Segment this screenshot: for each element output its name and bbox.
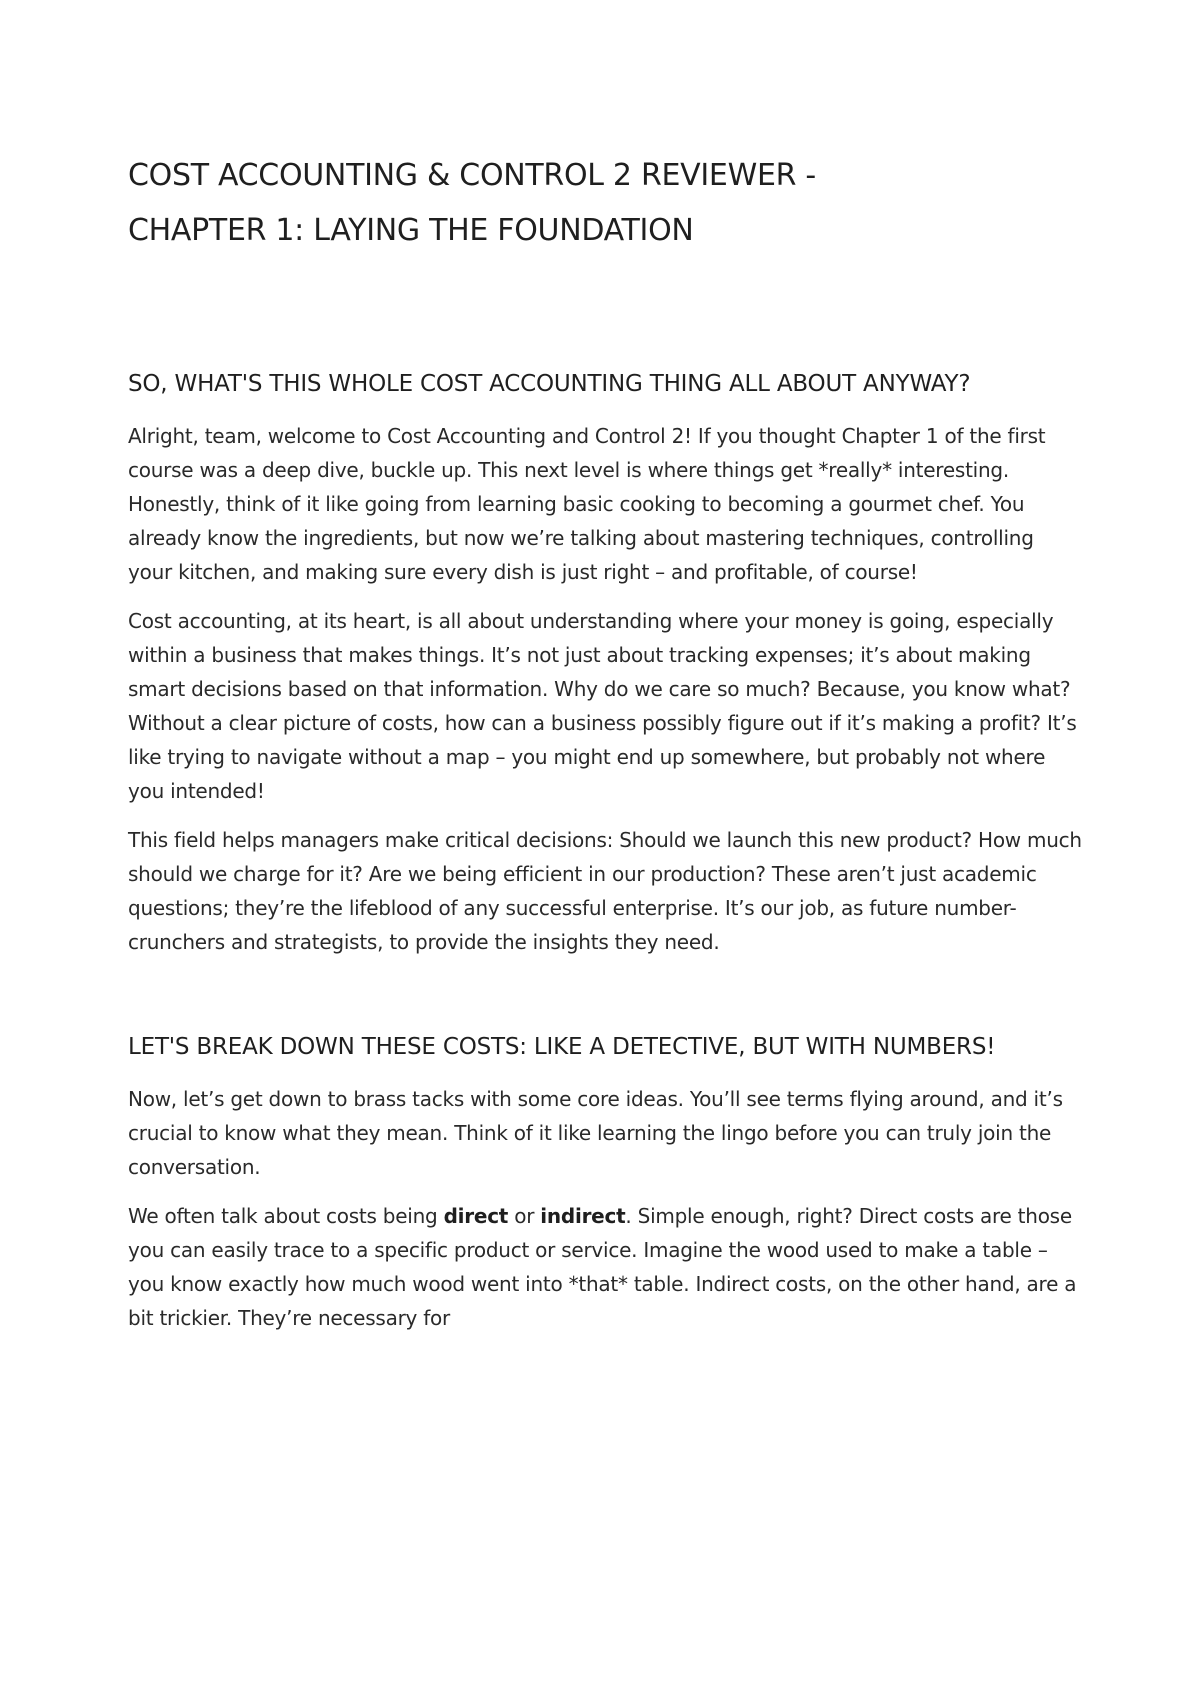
section-heading-costs: LET'S BREAK DOWN THESE COSTS: LIKE A DETECTIVE, BUT WITH NUMBERS! <box>128 1034 996 1060</box>
document-page <box>128 148 1083 1335</box>
paragraph: Cost accounting, at its heart, is all about understanding where your money is going, especially within a business that makes things. It’s not just about tracking expenses; it’s about making smart decisions based on that information. Why do we care so much? Because, you know what? Without a clear picture of costs, how can a business possibly figure out if it’s making a profit? It’s like trying to navigate without a map – you might end up somewhere, but probably not where you intended! <box>128 609 1077 803</box>
document-title-line-1: COST ACCOUNTING & CONTROL 2 REVIEWER - <box>128 158 816 193</box>
paragraph-direct-indirect <box>128 1199 1083 1335</box>
document-title <box>128 148 1083 258</box>
paragraph: Alright, team, welcome to Cost Accounting and Control 2! If you thought Chapter 1 of the first course was a deep dive, buckle up. This next level is where things get *really* interesting. Honestly, think of it like going from learning basic cooking to becoming a gourmet chef. You already know the ingredients, but now we’re talking about mastering techniques, controlling your kitchen, and making sure every dish is just right – and profitable, of course! <box>128 424 1046 584</box>
text-run: or <box>508 1204 541 1228</box>
bold-term-indirect: indirect <box>540 1204 626 1228</box>
paragraph: This field helps managers make critical decisions: Should we launch this new product? How much should we charge for it? Are we being efficient in our production? These aren’t just academic questions; they’re the lifeblood of any successful enterprise. It’s our job, as future number-crunchers and strategists, to provide the insights they need. <box>128 828 1082 954</box>
text-run: We often talk about costs being <box>128 1204 444 1228</box>
section-heading-intro: SO, WHAT'S THIS WHOLE COST ACCOUNTING THING ALL ABOUT ANYWAY? <box>128 371 971 397</box>
bold-term-direct: direct <box>443 1204 509 1228</box>
text-run: . Simple enough, right? Direct costs are those you can easily trace to a specific product or service. Imagine the wood used to make a table – you know exactly how much wood went into *that* table. Indirect costs, on the other hand, are a bit trickier. They’re necessary for <box>128 1204 1077 1330</box>
paragraph: Now, let’s get down to brass tacks with some core ideas. You’ll see terms flying around, and it’s crucial to know what they mean. Think of it like learning the lingo before you can truly join the conversation. <box>128 1087 1063 1179</box>
document-title-line-2: CHAPTER 1: LAYING THE FOUNDATION <box>128 213 694 248</box>
